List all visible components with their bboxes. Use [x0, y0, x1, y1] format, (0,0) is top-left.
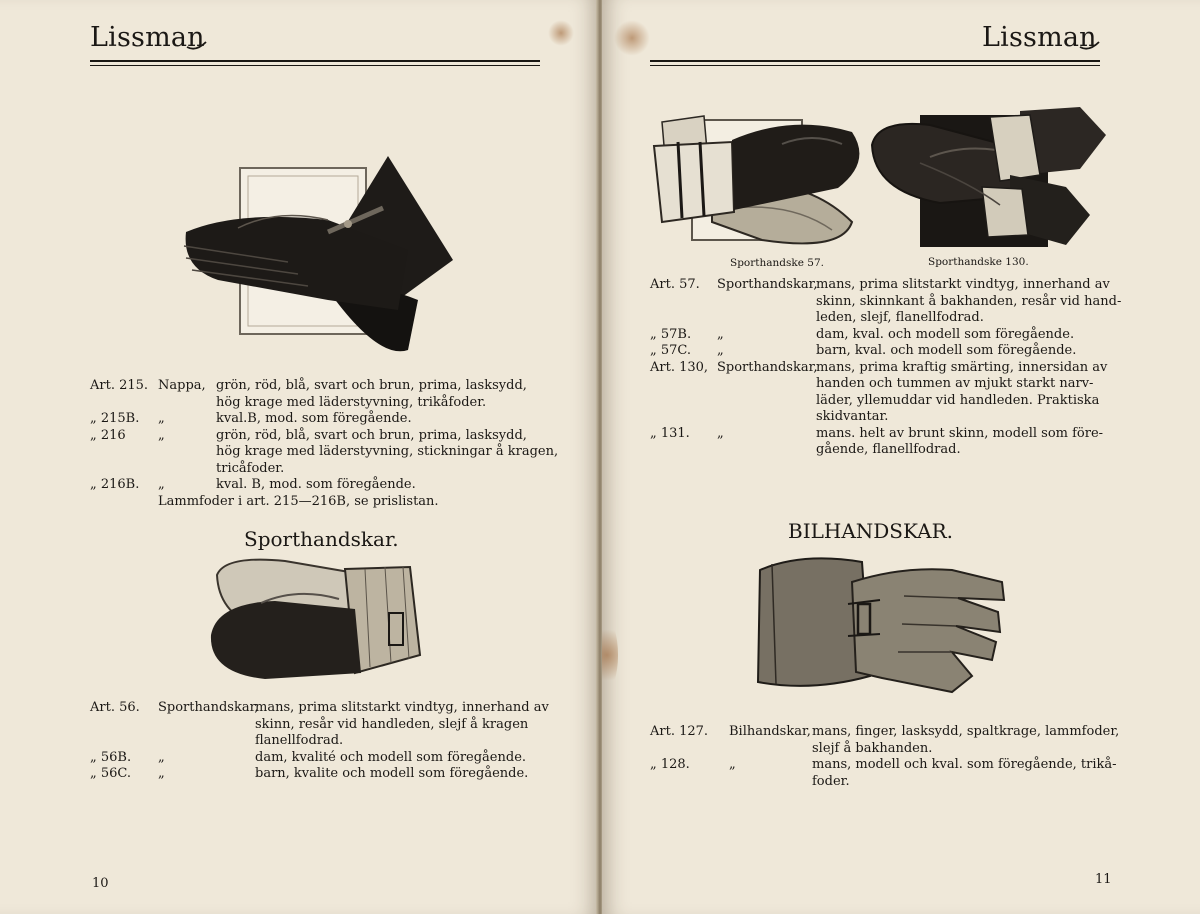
brand-swash-icon [186, 38, 208, 52]
sporthandske-57-illustration [642, 112, 867, 252]
caption-sporthandske-57: Sporthandske 57. [730, 257, 824, 269]
nappa-glove-illustration [178, 150, 458, 365]
page-number-left: 10 [92, 876, 109, 891]
article-127-block [650, 724, 1120, 790]
stain [602, 620, 618, 690]
article-item: „ [158, 427, 165, 443]
article-item: „ [158, 411, 165, 426]
brand-logo: Lissman [982, 22, 1097, 53]
article-description: barn, kval. och modell som föregående. [816, 343, 1077, 358]
article-item: Sporthandskar, [717, 277, 818, 292]
article-description: kval.B, mod. som föregående. [216, 411, 412, 426]
catalog-line [650, 442, 1110, 459]
article-number: „ 57C. [650, 343, 692, 358]
header-rule-thin [90, 65, 540, 66]
article-item: „ [717, 425, 724, 441]
article-215-block [90, 378, 559, 510]
stain [548, 20, 574, 46]
brand-swash-icon [1079, 38, 1101, 52]
article-description: skinn, resår vid handleden, slejf å kragen [255, 716, 529, 732]
article-item: Sporthandskar, [717, 359, 818, 375]
catalog-line [650, 327, 1110, 344]
catalog-line [90, 717, 550, 734]
article-description: mans, prima kraftig smärting, innersidan av [816, 359, 1108, 375]
page-number-right: 11 [1095, 872, 1112, 887]
article-number: „ 56B. [90, 749, 132, 765]
catalog-line [90, 766, 550, 783]
catalog-line [650, 757, 1117, 774]
article-description: leden, slejf, flanellfodrad. [816, 310, 984, 325]
article-description: foder. [812, 773, 850, 789]
article-56-block [90, 700, 550, 783]
catalog-line [650, 724, 1120, 741]
catalog-line [650, 393, 1110, 410]
stain [614, 20, 650, 56]
article-item: „ [717, 326, 724, 342]
article-description: mans. helt av brunt skinn, modell som före- [816, 425, 1104, 441]
article-description: tricåfoder. [216, 460, 285, 476]
article-number: Art. 215. [90, 378, 149, 393]
catalog-line [90, 750, 550, 767]
article-number: „ 216B. [90, 477, 140, 492]
article-item: „ [158, 477, 165, 492]
catalog-line [90, 477, 550, 494]
article-description: grön, röd, blå, svart och brun, prima, lasksydd, [216, 427, 527, 443]
article-description: grön, röd, blå, svart och brun, prima, lasksydd, [216, 378, 527, 393]
catalog-line [650, 293, 1122, 311]
sport-mitten-illustration [205, 555, 430, 690]
catalog-line [90, 461, 550, 478]
article-number: „ 57B. [650, 326, 692, 342]
section-title-sporthandskar: Sporthandskar. [244, 527, 399, 551]
header-rule [90, 60, 540, 62]
article-number: „ 215B. [90, 411, 140, 426]
catalog-line [650, 774, 1110, 791]
article-description: dam, kval. och modell som föregående. [816, 326, 1075, 342]
right-page [602, 0, 1200, 914]
article-description: flanellfodrad. [255, 733, 344, 748]
catalog-line [650, 426, 1110, 443]
article-description: mans, modell och kval. som föregående, trikå- [812, 757, 1117, 772]
article-description: barn, kvalite och modell som föregående. [255, 766, 529, 781]
article-description: skidvantar. [816, 409, 889, 424]
catalog-line [90, 494, 550, 511]
article-number: Art. 56. [90, 700, 140, 715]
article-item: Lammfoder i art. 215—216B, se prislistan. [158, 493, 439, 509]
catalog-line [650, 310, 1110, 327]
article-number: Art. 127. [650, 724, 709, 739]
catalog-line [90, 428, 550, 445]
article-number: Art. 57. [650, 277, 700, 292]
catalog-line [650, 277, 1110, 294]
catalog-line [650, 376, 1110, 393]
article-description: handen och tummen av mjukt starkt narv- [816, 376, 1094, 391]
article-number: Art. 130, [650, 359, 709, 375]
article-number: „ 56C. [90, 766, 132, 781]
article-description: mans, prima slitstarkt vindtyg, innerhand av [816, 277, 1110, 292]
article-description: gående, flanellfodrad. [816, 442, 961, 457]
article-57-block [650, 277, 1122, 459]
article-item: „ [158, 749, 165, 765]
article-description: mans, finger, lasksydd, spaltkrage, lammfoder, [812, 724, 1120, 739]
article-number: „ 131. [650, 425, 690, 441]
catalog-line [90, 411, 550, 428]
article-description: läder, yllemuddar vid handleden. Praktiska [816, 392, 1100, 408]
catalog-line [90, 444, 559, 461]
catalog-line [90, 700, 550, 717]
article-item: „ [717, 343, 724, 358]
article-description: slejf å bakhanden. [812, 740, 933, 756]
catalog-line [650, 360, 1110, 377]
sporthandske-130-illustration [870, 105, 1110, 250]
article-description: mans, prima slitstarkt vindtyg, innerhand av [255, 700, 549, 715]
caption-sporthandske-130: Sporthandske 130. [928, 256, 1029, 268]
catalog-line [90, 378, 550, 395]
catalog-line [90, 395, 550, 412]
catalog-line [650, 741, 1110, 758]
brand-logo: Lissman [90, 22, 205, 53]
article-description: dam, kvalité och modell som föregående. [255, 749, 527, 765]
article-item: Bilhandskar, [729, 724, 811, 739]
catalog-line [650, 343, 1110, 360]
section-title-bilhandskar: BILHANDSKAR. [788, 519, 953, 543]
article-item: Sporthandskar, [158, 700, 259, 715]
article-description: skinn, skinnkant å bakhanden, resår vid hand- [816, 293, 1122, 309]
article-description: kval. B, mod. som föregående. [216, 477, 416, 492]
article-description: hög krage med läderstyvning, trikåfoder. [216, 394, 487, 410]
article-item: „ [729, 757, 736, 772]
article-number: „ 216 [90, 427, 126, 443]
article-item: Nappa, [158, 378, 206, 393]
article-item: „ [158, 766, 165, 781]
catalog-line [90, 733, 550, 750]
left-page [0, 0, 598, 914]
bilhandske-illustration [752, 552, 1007, 702]
article-description: hög krage med läderstyvning, stickningar å kragen, [216, 444, 559, 459]
article-number: „ 128. [650, 757, 690, 772]
header-rule-thin [650, 65, 1100, 66]
catalog-line [650, 409, 1110, 426]
header-rule [650, 60, 1100, 62]
